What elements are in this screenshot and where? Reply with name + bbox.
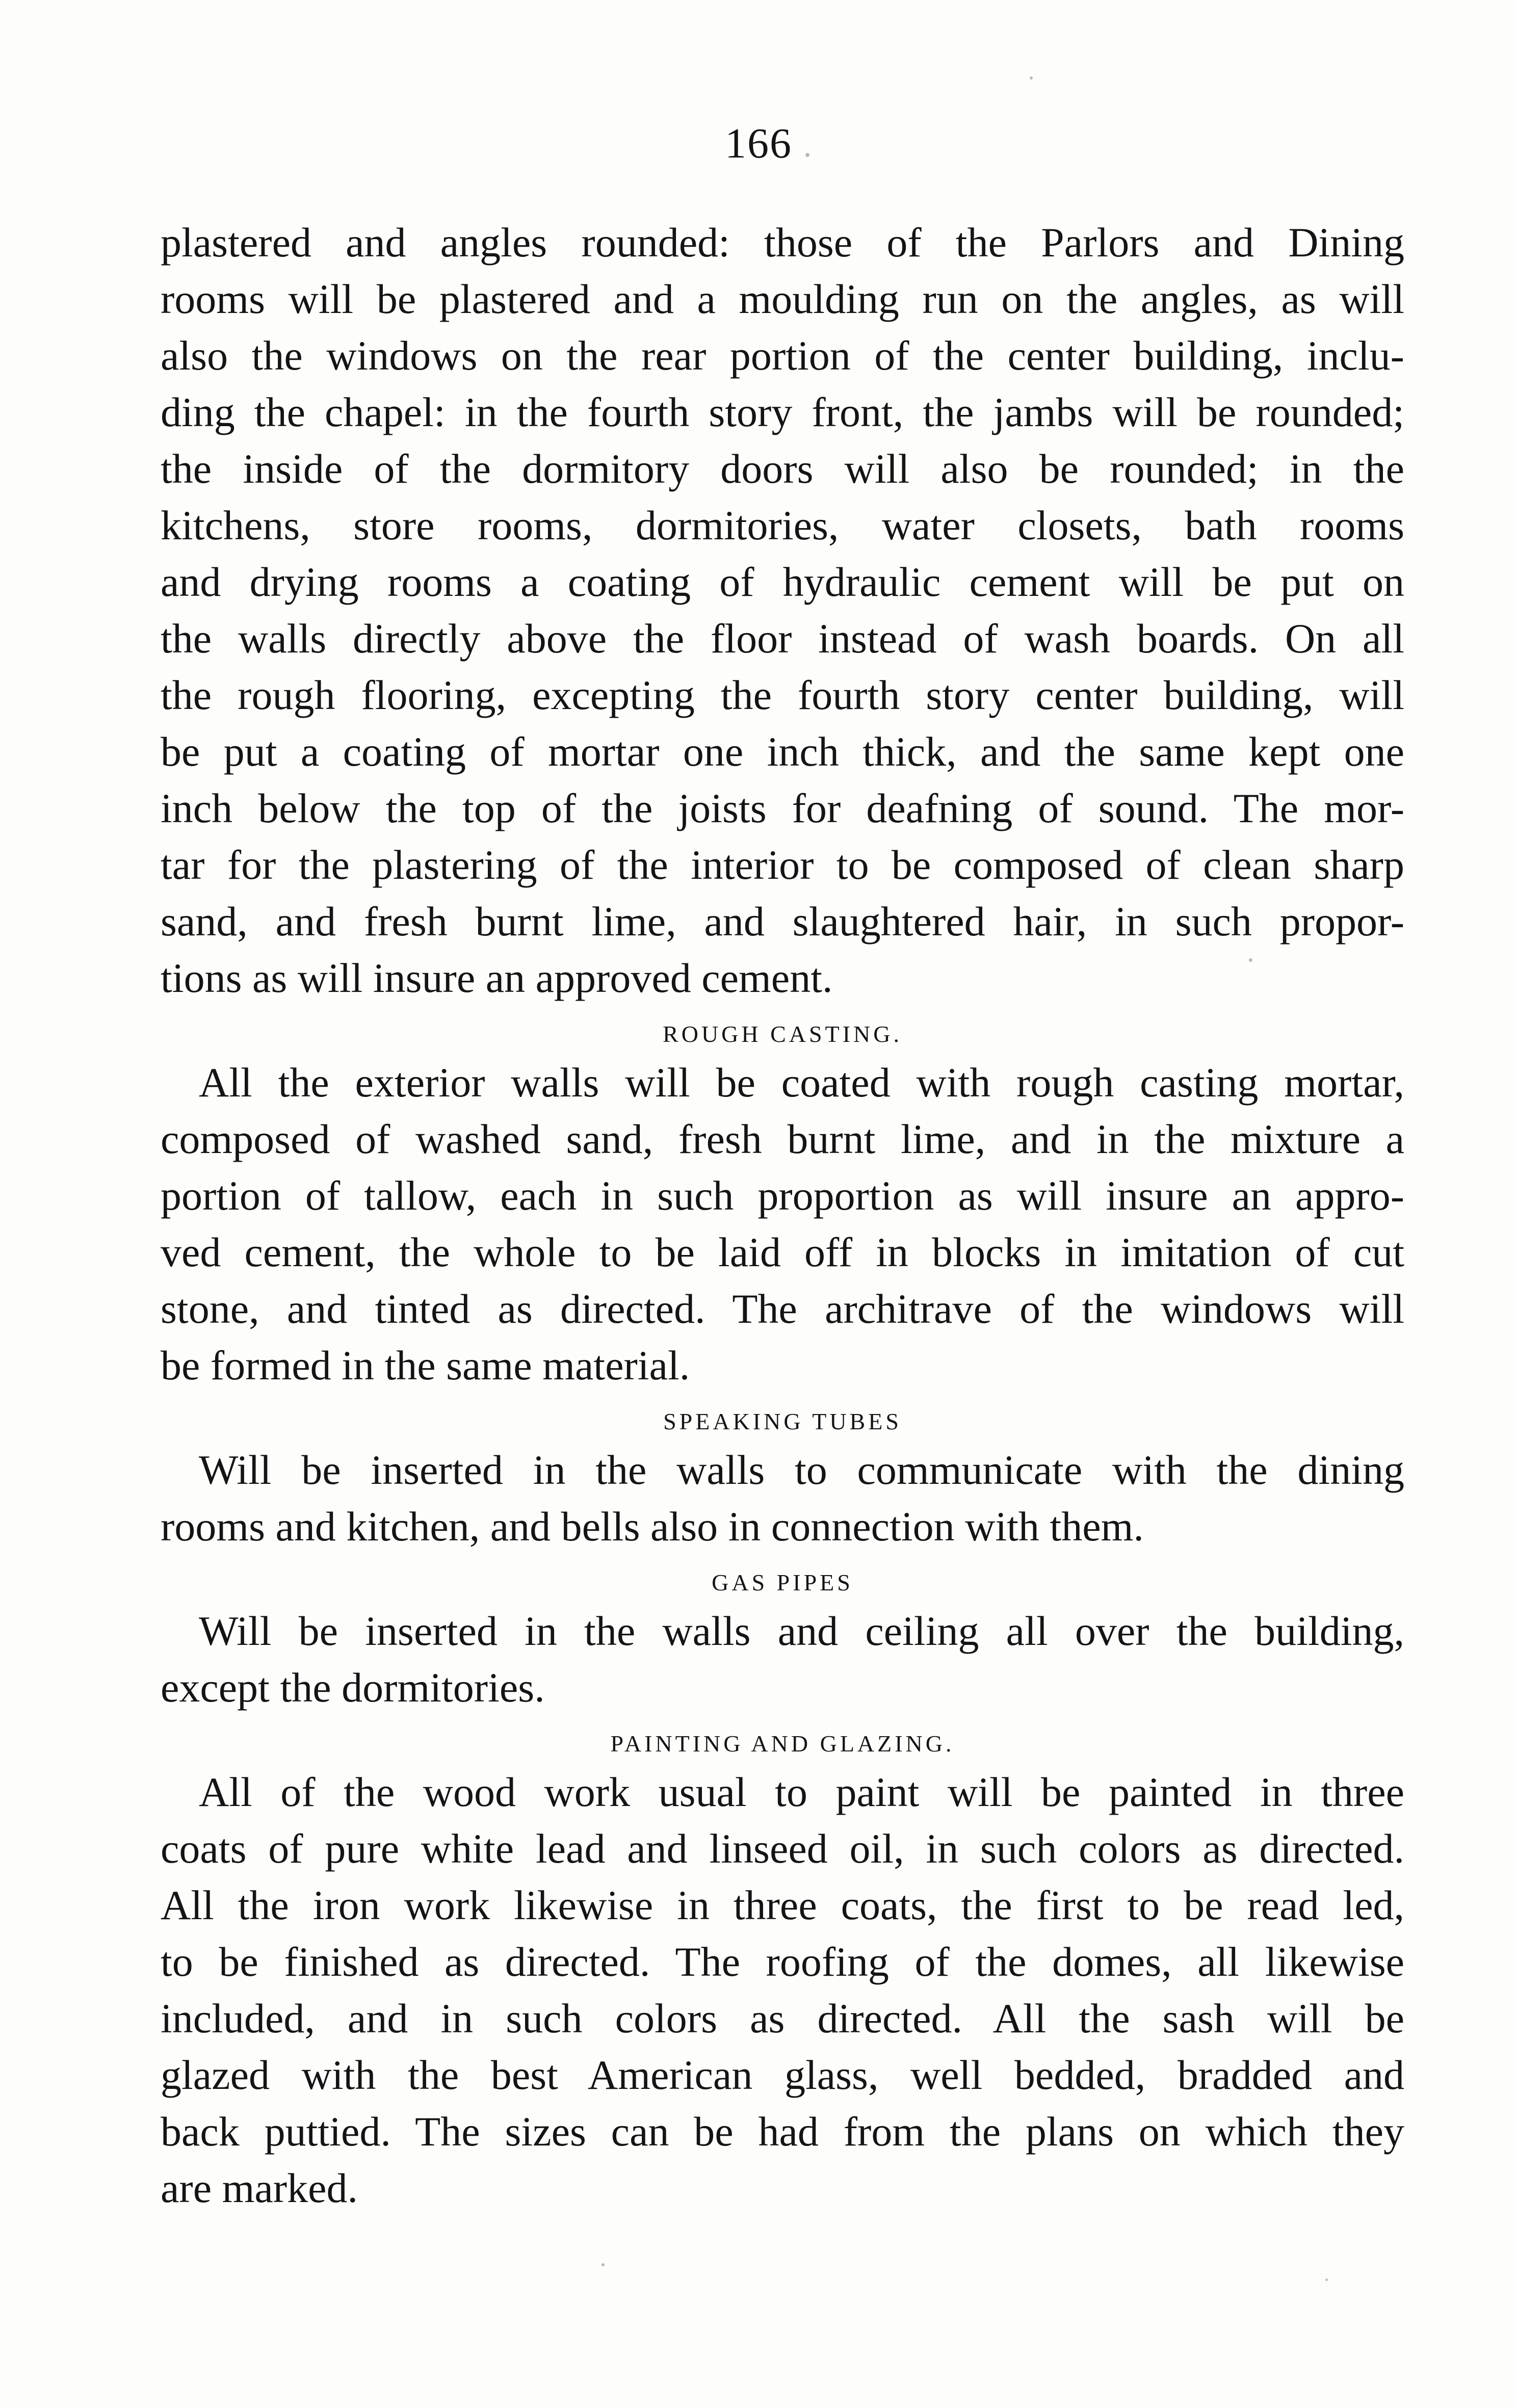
text-line: kitchens, store rooms, dormitories, water closets, bath rooms [161, 502, 1404, 548]
text-line: ved cement, the whole to be laid off in blocks in imitation of cut [161, 1229, 1404, 1275]
text-line: the rough flooring, excepting the fourth story center building, will [161, 672, 1404, 718]
text-line: tions as will insure an approved cement. [161, 955, 833, 1001]
print-speck [1249, 958, 1252, 962]
text-line: coats of pure white lead and linseed oil, in such colors as directed. [161, 1825, 1404, 1872]
text-line: be formed in the same material. [161, 1342, 690, 1389]
text-line: portion of tallow, each in such proportion as will insure an appro- [161, 1172, 1404, 1219]
paragraph-plastering [161, 214, 1404, 1006]
text-line: Will be inserted in the walls to communicate with the dining [199, 1447, 1404, 1493]
text-line: back puttied. The sizes can be had from the plans on which they [161, 2108, 1404, 2155]
text-line: tar for the plastering of the interior to be composed of clean sharp [161, 842, 1404, 888]
text-line: ding the chapel: in the fourth story front, the jambs will be rounded; [161, 389, 1404, 435]
paragraph-speaking-tubes [161, 1442, 1404, 1555]
section-heading-rough-casting: ROUGH CASTING. [663, 1021, 902, 1047]
paragraph-gas-pipes [161, 1603, 1404, 1716]
text-line: inch below the top of the joists for deafning of sound. The mor- [161, 785, 1404, 831]
print-speck [805, 153, 809, 157]
section-heading-painting-and-glazing: PAINTING AND GLAZING. [610, 1731, 955, 1757]
text-line: All of the wood work usual to paint will be painted in three [199, 1769, 1404, 1815]
text-line: to be finished as directed. The roofing of the domes, all likewise [161, 1939, 1404, 1985]
text-line: glazed with the best American glass, well bedded, bradded and [161, 2052, 1404, 2098]
print-speck [1030, 76, 1033, 80]
paragraph-rough-casting [161, 1054, 1404, 1394]
text-line: All the iron work likewise in three coats, the first to be read led, [161, 1882, 1404, 1928]
text-line: rooms will be plastered and a moulding run on the angles, as will [161, 276, 1404, 322]
section-heading-gas-pipes: GAS PIPES [712, 1569, 853, 1595]
text-line: All the exterior walls will be coated with rough casting mortar, [199, 1059, 1404, 1106]
text-line: composed of washed sand, fresh burnt lime, and in the mixture a [161, 1116, 1404, 1162]
text-line: except the dormitories. [161, 1664, 545, 1711]
print-speck [601, 2263, 605, 2266]
text-line: stone, and tinted as directed. The architrave of the windows will [161, 1286, 1404, 1332]
text-line: plastered and angles rounded: those of the Parlors and Dining [161, 219, 1404, 266]
page-number: 166 [725, 120, 792, 167]
text-line: sand, and fresh burnt lime, and slaughtered hair, in such propor- [161, 898, 1404, 945]
print-speck [1325, 2279, 1328, 2281]
text-line: are marked. [161, 2165, 358, 2211]
text-line: included, and in such colors as directed. All the sash will be [161, 1995, 1404, 2041]
text-line: rooms and kitchen, and bells also in connection with them. [161, 1503, 1144, 1550]
text-body [161, 214, 1404, 2216]
text-line: and drying rooms a coating of hydraulic cement will be put on [161, 559, 1404, 605]
text-line: the walls directly above the floor instead of wash boards. On all [161, 615, 1404, 662]
paragraph-painting-and-glazing [161, 1764, 1404, 2216]
text-line: the inside of the dormitory doors will also be rounded; in the [161, 446, 1404, 492]
section-heading-speaking-tubes: SPEAKING TUBES [663, 1408, 902, 1434]
text-line: also the windows on the rear portion of the center building, inclu- [161, 332, 1404, 379]
text-line: Will be inserted in the walls and ceiling all over the building, [199, 1608, 1404, 1654]
text-line: be put a coating of mortar one inch thick, and the same kept one [161, 728, 1404, 775]
